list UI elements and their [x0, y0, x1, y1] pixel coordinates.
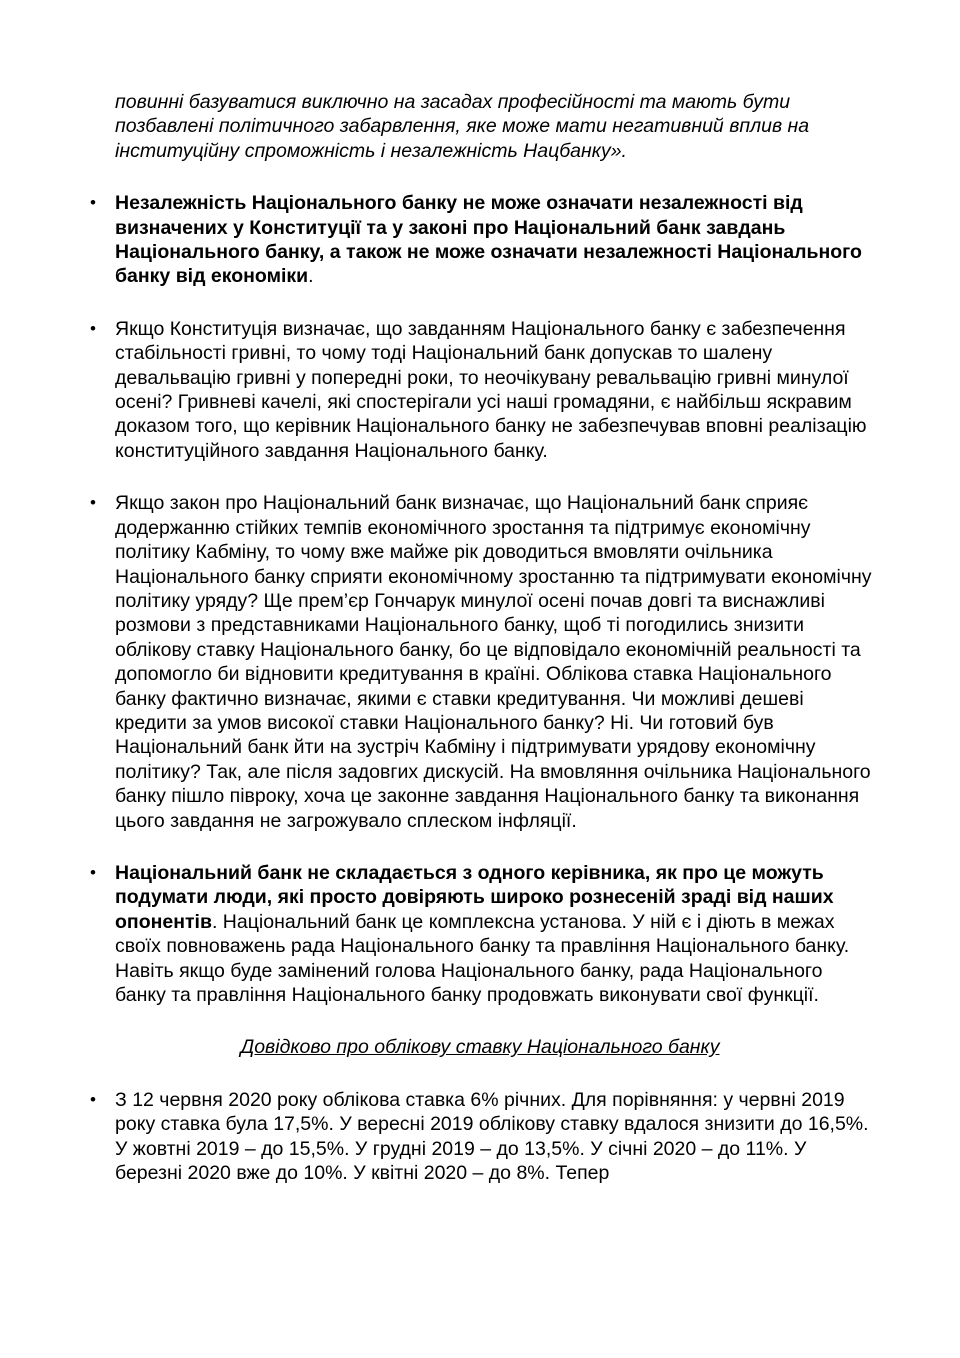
bullet-item-constitution [88, 317, 872, 463]
bullet-item-law [88, 491, 872, 833]
bullet-icon: • [90, 1089, 96, 1109]
bullet-icon: • [90, 862, 96, 882]
bullet-regular-text: Якщо закон про Національний банк визначає, що Національний банк сприяє додержанню стійких темпів економічного зростання та підтримує економічну політику Кабміну, то чому вже майже рік доводиться вмовляти очільника Національного банку сприяти економічному зростанню та підтримувати економічну політику уряду? Ще прем’єр Гончарук минулої осені почав довгі та виснажливі розмови з представниками Національного банку, щоб ті погодились знизити облікову ставку Національного банку, бо це відповідало економічній реальності та допомогло би відновити кредитування в країні. Облікова ставка Національного банку фактично визначає, якими є ставки кредитування. Чи можливі дешеві кредити за умов високої ставки Національного банку? Ні. Чи готовий був Національний банк йти на зустріч Кабміну і підтримувати урядову економічну політику? Так, але після задовгих дискусій. На вмовляння очільника Національного банку пішло півроку, хоча це законне завдання Національного банку та виконання цього завдання не загрожувало сплеском інфляції. [115, 492, 872, 832]
bullet-text [115, 317, 872, 463]
bullet-bold-lead: Національний банк не складається з одного керівника, як про це можуть подумати люди, які просто довіряють широко рознесеній зраді від наших опонентів [115, 861, 834, 933]
bullet-text [115, 491, 872, 833]
intro-paragraph: повинні базуватися виключно на засадах професійності та мають бути позбавлені політичного забарвлення, яке може мати негативний вплив на інституційну спроможність і незалежність Нацбанку». [115, 91, 810, 162]
bullet-text [115, 1088, 872, 1186]
bullet-bold-lead: Незалежність Національного банку не може означати незалежності від визначених у Конституції та у законі про Національний банк завдань Національного банку, а також не може означати незалежності Національного банку від економіки [115, 192, 862, 288]
bullet-item-structure [88, 861, 872, 1007]
bullet-regular-text: . [308, 265, 314, 288]
bullet-icon: • [90, 318, 96, 338]
bullet-text [115, 191, 872, 289]
bullet-text [115, 861, 872, 1007]
bullet-regular-text: Якщо Конституція визначає, що завданням Національного банку є забезпечення стабільності гривні, то чому тоді Національний банк допускав то шалену девальвацію гривні у попередні роки, то неочікувану ревальвацію гривні минулої осені? Гривневі качелі, які спостерігали усі наші громадяни, є найбільш яскравим доказом того, що керівник Національного банку не забезпечував вповні реалізацію конституційного завдання Національного банку. [115, 317, 867, 462]
bullet-regular-text: . Національний банк це комплексна установа. У ній є і діють в межах своїх повноважень рада Національного банку та правління Національного банку. Навіть якщо буде замінений голова Національного банку, рада Національного банку та правління Національного банку продовжать виконувати свої функції. [115, 910, 850, 1006]
bullet-regular-text: З 12 червня 2020 року облікова ставка 6% річних. Для порівняння: у червні 2019 року ставка була 17,5%. У вересні 2019 облікову ставку вдалося знизити до 16,5%. У жовтні 2019 – до 15,5%. У грудні 2019 – до 13,5%. У січні 2020 – до 11%. У березні 2020 вже до 10%. У квітні 2020 – до 8%. Тепер [115, 1088, 869, 1185]
section-heading: Довідково про облікову ставку Національного банку [240, 1036, 720, 1059]
bullet-icon: • [90, 493, 96, 513]
bullet-item-independence [88, 191, 872, 289]
bullet-item-rate-history [88, 1088, 872, 1186]
bullet-icon: • [90, 193, 96, 213]
